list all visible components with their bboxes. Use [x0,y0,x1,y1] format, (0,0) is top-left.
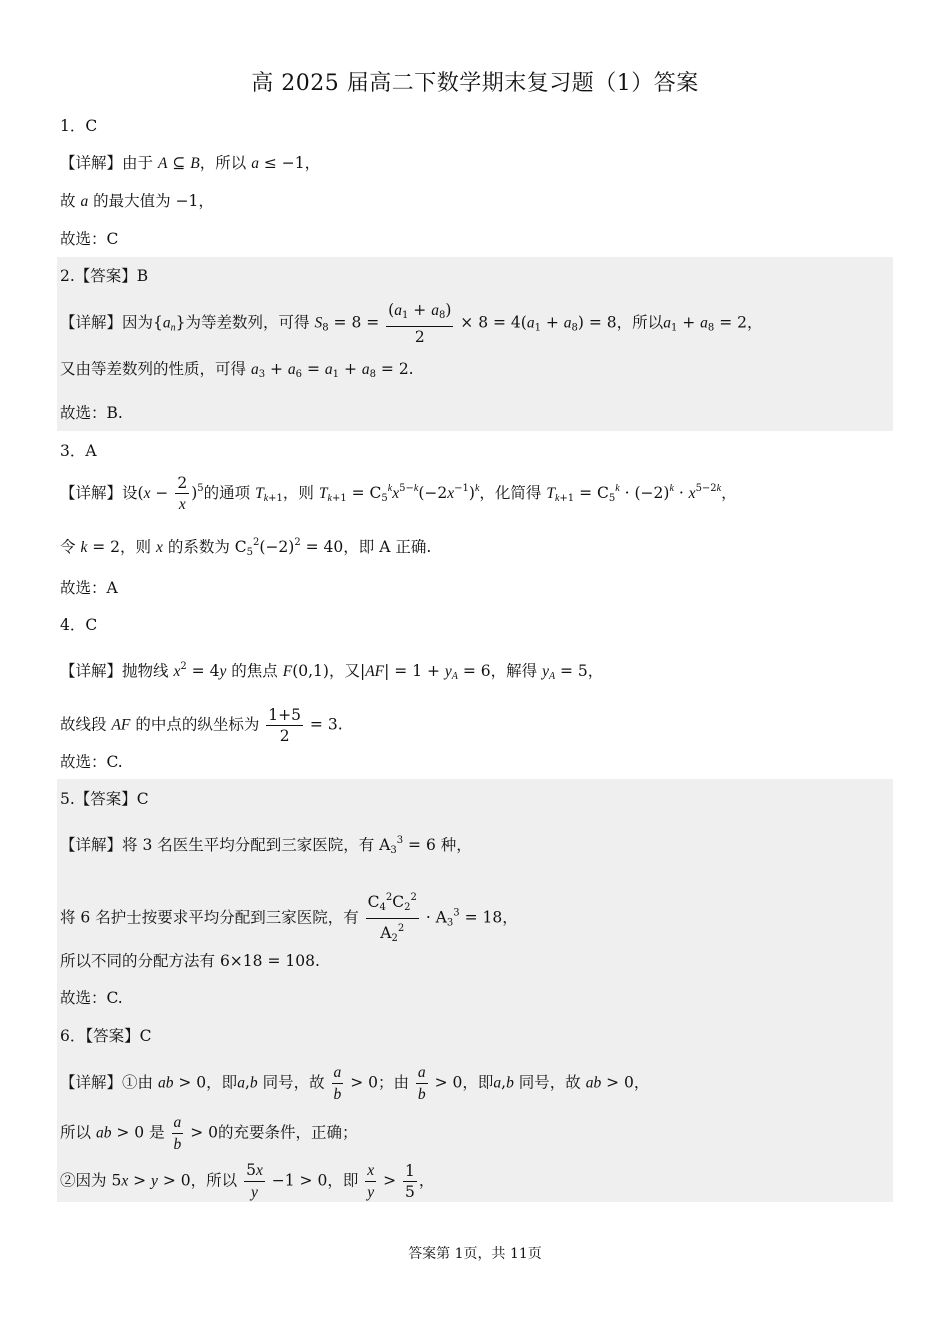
q6-detail: 【详解】①由 ab > 0，即a,b 同号，故 $\frac{a}{b}$ > 0；由 $\frac{a}{b}$ > 0，即a,b 同号，故 ab > 0， [60,1064,650,1103]
q6-answer: 6．【答案】C [60,1027,152,1045]
q4-answer: 4．C [60,616,98,634]
q1-answer: 1．C [60,117,98,135]
q5-line2: 将 6 名护士按要求平均分配到三家医院，有 $\frac{C_4^2C_2^2}{A_2^2}$ · $A_3^3 = 18$， [60,888,518,949]
q5-detail: 【详解】将 3 名医生平均分配到三家医院，有 $A_3^3 = 6$ 种， [60,835,472,856]
q2-detail: 【详解】因为$\{a_n\}$为等差数列，可得 $S_8 = 8$ = $\frac{(a_1 + a_8)}{2}$ × $8 = 4(a_1 + a_8) = 8$，所以$a_1 + a_8 = 2$， [60,301,763,346]
q5-answer: 5.【答案】C [60,790,149,808]
q3-choice: 故选：A [60,579,118,597]
q2-answer: 2.【答案】B [60,267,149,285]
q1-detail: 【详解】由于 A ⊆ B，所以 a ≤ −1， [60,154,321,172]
q3-line2: 令 k = 2，则 x 的系数为 $C_5^2(-2)^2 = 40$，即 A 正确. [60,537,432,558]
q1-line2: 故 a 的最大值为 −1， [60,192,214,210]
q1-choice: 故选：C [60,230,119,248]
q4-line2: 故线段 AF 的中点的纵坐标为 $\frac{1+5}{2}$ = 3. [60,706,343,745]
q3-detail: 【详解】设(x − $\frac{2}{x}$ )$^5$的通项 $T_{k+1}$，则 $T_{k+1} = C_5^kx^{5-k}(-2x^{-1})^k$，化简得 $T_{k+1} = C_5^k \cdot (-2)^k \cdot x^{5-2k}$， [60,474,737,513]
page-footer: 答案第 1页，共 11页 [408,1246,542,1262]
page-title: 高 2025 届高二下数学期末复习题（1）答案 [251,71,699,96]
q2-line2: 又由等差数列的性质，可得 $a_3 + a_6 = a_1 + a_8 = 2$. [60,360,414,380]
q4-choice: 故选：C. [60,753,123,771]
q3-answer: 3．A [60,442,97,460]
q6-line3: ②因为 5x > y > 0，所以 $\frac{5x}{y}$ −1 > 0，即 $\frac{x}{y}$ > $\frac{1}{5}$ ， [60,1161,435,1201]
q5-choice: 故选：C. [60,989,123,1007]
q6-line2: 所以 ab > 0 是 $\frac{a}{b}$ > 0的充要条件，正确； [60,1114,358,1153]
q4-detail: 【详解】抛物线 $x^2 = 4y$ 的焦点 F(0,1)，又$|AF| = 1 + y_A = 6$，解得 $y_A = 5$， [60,661,604,682]
q2-choice: 故选：B. [60,404,123,422]
q5-line3: 所以不同的分配方法有 6×18 = 108. [60,952,320,970]
